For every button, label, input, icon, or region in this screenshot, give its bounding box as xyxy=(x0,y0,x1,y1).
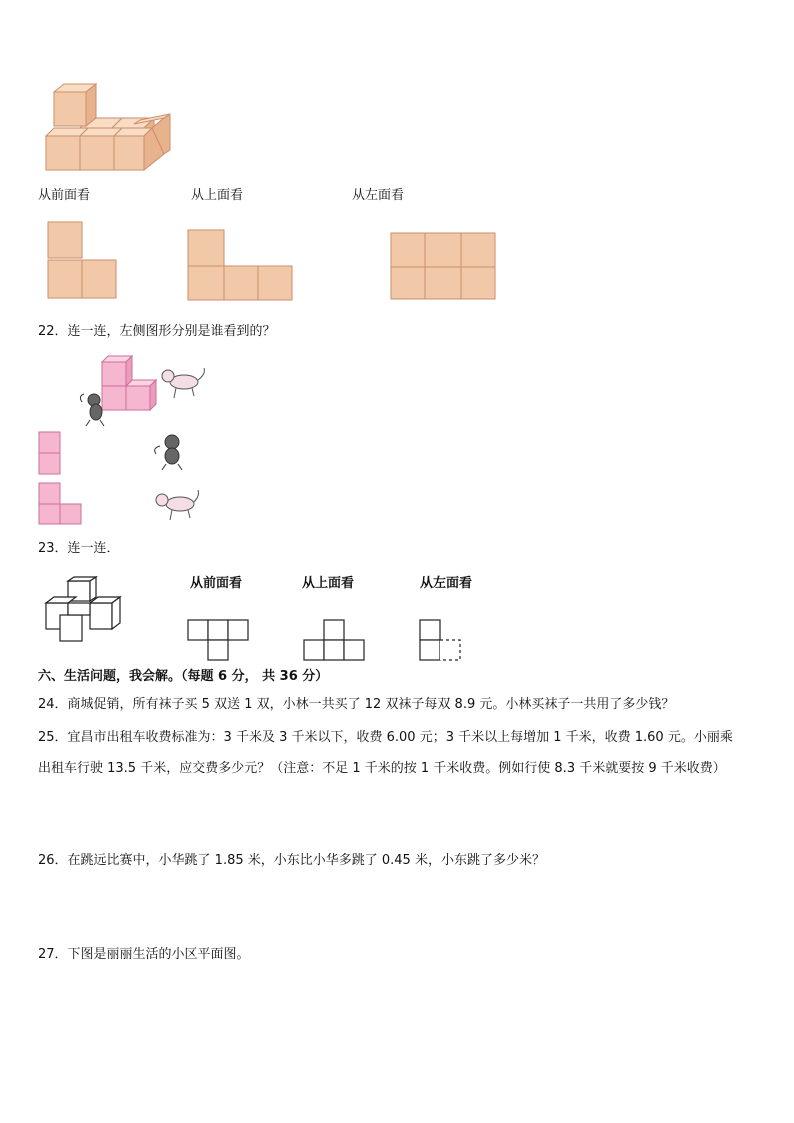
q23-left-view-figure xyxy=(418,618,466,664)
q23-view-front-label: 从前面看 xyxy=(190,576,243,591)
view-top-label: 从上面看 xyxy=(191,188,244,203)
section-6-heading: 六、生活问题，我会解。（每题 6 分， 共 36 分） xyxy=(38,669,329,684)
question-24-text: 24．商城促销，所有袜子买 5 双送 1 双，小林一共买了 12 双袜子每双 8.9 元。小林买袜子一共用了多少钱？ xyxy=(38,697,675,712)
monkey-icon xyxy=(155,435,182,470)
q23-view-top-label: 从上面看 xyxy=(302,576,355,591)
dog-icon xyxy=(162,368,204,398)
cube-stack-figure xyxy=(40,80,175,175)
monkey-figure xyxy=(150,432,190,472)
question-22-title: 22．连一连，左侧图形分别是谁看到的？ xyxy=(38,324,276,339)
cube-outline-figure xyxy=(42,575,127,643)
dog-icon xyxy=(156,490,199,520)
front-view-figure xyxy=(46,220,121,302)
left-view-figure xyxy=(389,231,499,303)
q23-front-view-figure xyxy=(186,618,252,664)
dog-figure xyxy=(150,486,202,526)
q23-top-view-figure xyxy=(302,618,368,664)
pink-cube-scene xyxy=(76,350,211,430)
question-23-title: 23．连一连． xyxy=(38,541,120,556)
view-left-label: 从左面看 xyxy=(352,188,405,203)
question-25-line-1: 25．宜昌市出租车收费标准为：3 千米及 3 千米以下，收费 6.00 元；3 千米以上每增加 1 千米，收费 1.60 元。小丽乘 xyxy=(38,730,733,745)
question-25-line-2: 出租车行驶 13.5 千米，应交费多少元？（注意：不足 1 千米的按 1 千米收费。例如行使 8.3 千米就要按 9 千米收费） xyxy=(38,761,726,776)
pink-view-b xyxy=(37,481,85,527)
q23-view-left-label: 从左面看 xyxy=(420,576,473,591)
question-27-text: 27．下图是丽丽生活的小区平面图。 xyxy=(38,947,250,962)
pink-view-a xyxy=(37,430,63,478)
view-front-label: 从前面看 xyxy=(38,188,91,203)
monkey-icon xyxy=(80,394,104,426)
question-26-text: 26．在跳远比赛中，小华跳了 1.85 米，小东比小华多跳了 0.45 米，小东跳了多少米？ xyxy=(38,853,545,868)
top-view-figure xyxy=(186,228,296,304)
